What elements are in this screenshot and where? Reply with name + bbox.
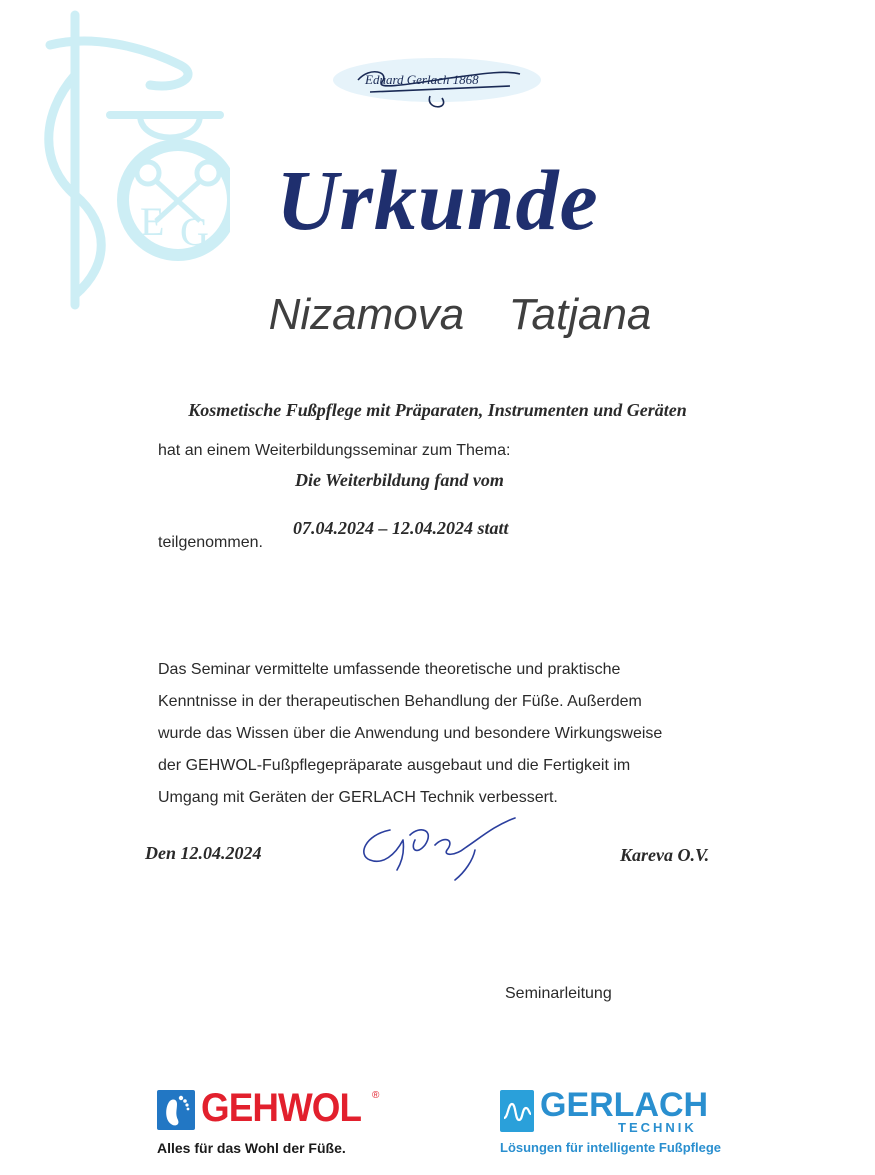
gerlach-sub: TECHNIK	[618, 1120, 697, 1135]
leader-role: Seminarleitung	[505, 985, 612, 1002]
description-line: Kenntnisse in der therapeutischen Behandlung der Füße. Außerdem	[158, 693, 642, 710]
description-line: Umgang mit Geräten der GERLACH Technik verbessert.	[158, 789, 558, 806]
gerlach-slogan: Lösungen für intelligente Fußpflege	[500, 1140, 721, 1155]
svg-text:G: G	[180, 209, 209, 254]
gehwol-logo	[157, 1086, 387, 1165]
wave-mark-icon	[500, 1090, 534, 1132]
description-line: Das Seminar vermittelte umfassende theoretische und praktische	[158, 661, 621, 678]
participated-line: teilgenommen.	[158, 534, 263, 551]
leader-name: Kareva O.V.	[620, 845, 710, 865]
date-intro-line: Die Weiterbildung fand vom	[295, 470, 504, 490]
seminar-description	[158, 654, 778, 814]
certificate-title: Urkunde	[276, 152, 599, 248]
gehwol-slogan: Alles für das Wohl der Füße.	[157, 1140, 346, 1156]
date-range-line: 07.04.2024 – 12.04.2024 statt	[293, 518, 509, 538]
gerlach-wordmark: GERLACH	[540, 1086, 709, 1124]
registered-mark: ®	[372, 1090, 380, 1101]
founder-signature	[330, 52, 545, 114]
intro-line: hat an einem Weiterbildungsseminar zum Thema:	[158, 442, 511, 459]
svg-text:E: E	[140, 199, 165, 244]
description-line: wurde das Wissen über die Anwendung und besondere Wirkungsweise	[158, 725, 663, 742]
gerlach-logo	[500, 1086, 730, 1165]
recipient-name: Nizamova Tatjana	[268, 290, 652, 339]
description-line: der GEHWOL-Fußpflegepräparate ausgebaut und die Fertigkeit im	[158, 757, 631, 774]
gehwol-wordmark: GEHWOL	[201, 1086, 362, 1130]
issue-date: Den 12.04.2024	[145, 843, 262, 863]
svg-text:Eduard Gerlach 1868: Eduard Gerlach 1868	[365, 72, 479, 87]
seminar-topic: Kosmetische Fußpflege mit Präparaten, Instrumenten und Geräten	[188, 400, 687, 420]
foot-icon	[157, 1090, 195, 1130]
leader-signature	[355, 810, 525, 885]
